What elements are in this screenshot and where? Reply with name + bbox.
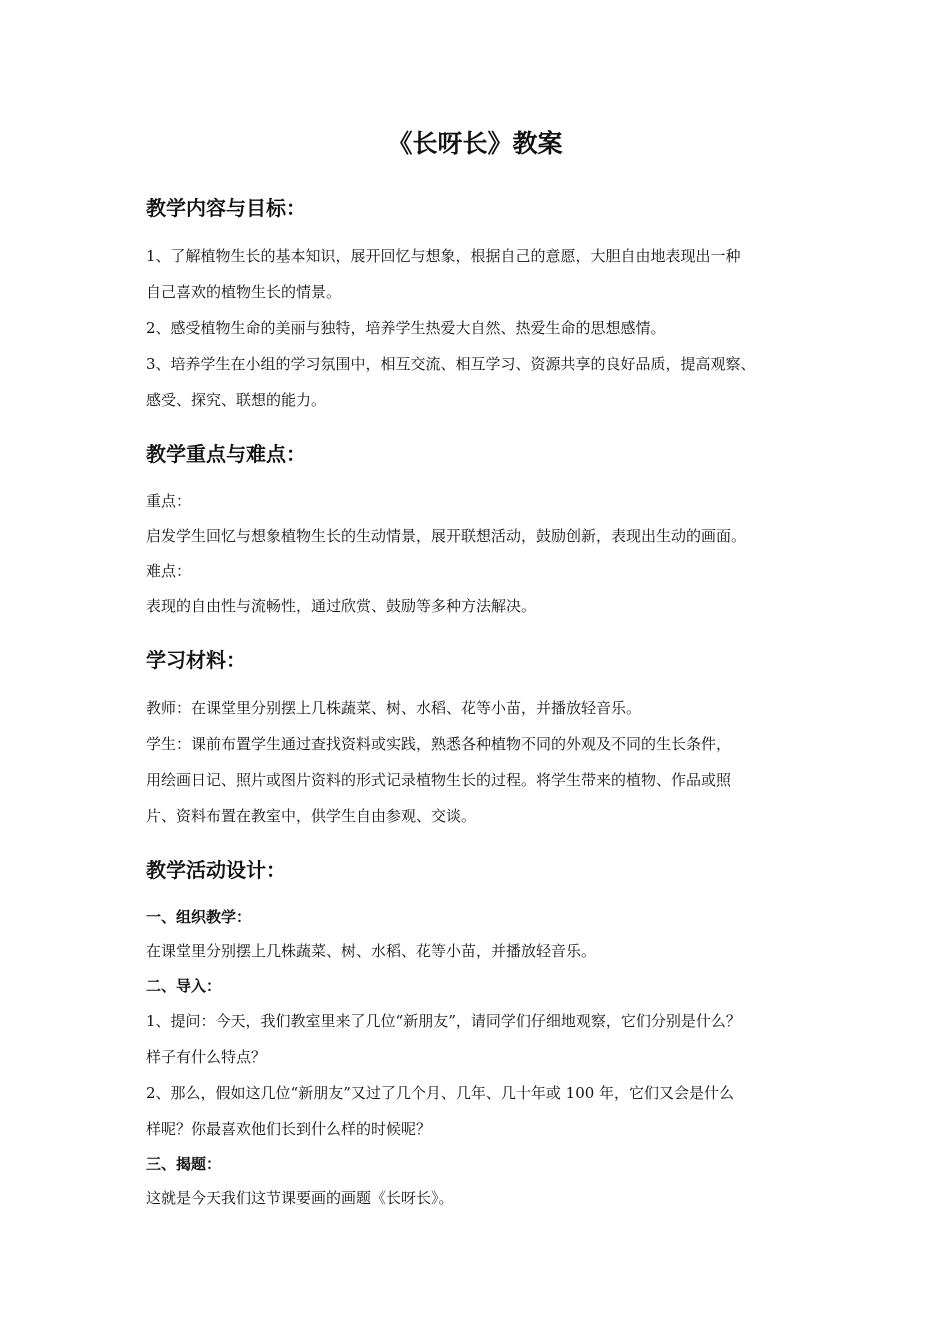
- materials-line: 片、资料布置在教室中，供学生自由参观、交谈。: [146, 807, 477, 825]
- step-line: 样呢？你最喜欢他们长到什么样的时候呢？: [146, 1120, 432, 1138]
- section-heading-goals: 教学内容与目标：: [146, 196, 306, 220]
- materials-line: 用绘画日记、照片或图片资料的形式记录植物生长的过程。将学生带来的植物、作品或照: [146, 771, 732, 789]
- step-title-introduce: 二、导入：: [146, 977, 222, 995]
- section-heading-focus: 教学重点与难点：: [146, 442, 306, 466]
- goals-line: 3、培养学生在小组的学习氛围中，相互交流、相互学习、资源共享的良好品质，提高观察、: [146, 355, 756, 373]
- goals-line: 1、了解植物生长的基本知识，展开回忆与想象，根据自己的意愿，大胆自由地表现出一种: [146, 247, 741, 265]
- step-line: 这就是今天我们这节课要画的画题《长呀长》。: [146, 1189, 454, 1207]
- step-title-reveal: 三、揭题：: [146, 1155, 222, 1173]
- materials-line: 学生：课前布置学生通过查找资料或实践，熟悉各种植物不同的外观及不同的生长条件，: [146, 735, 732, 753]
- step-line: 样子有什么特点？: [146, 1048, 267, 1066]
- goals-line: 自己喜欢的植物生长的情景。: [146, 283, 342, 301]
- materials-line: 教师：在课堂里分别摆上几株蔬菜、树、水稻、花等小苗，并播放轻音乐。: [146, 699, 642, 717]
- document-body: [146, 192, 826, 1216]
- focus-line: 难点：: [146, 562, 192, 580]
- focus-line: 启发学生回忆与想象植物生长的生动情景，展开联想活动，鼓励创新，表现出生动的画面。: [146, 527, 747, 545]
- step-line: 2、那么，假如这几位“新朋友”又过了几个月、几年、几十年或 100 年，它们又会是什么: [146, 1084, 735, 1102]
- step-title-organize: 一、组织教学：: [146, 908, 252, 926]
- document-title: 《长呀长》教案: [387, 129, 563, 158]
- section-heading-activities: 教学活动设计：: [146, 858, 286, 882]
- step-line: 1、提问：今天，我们教室里来了几位“新朋友”，请同学们仔细地观察，它们分别是什么？: [146, 1012, 741, 1030]
- focus-line: 表现的自由性与流畅性，通过欣赏、鼓励等多种方法解决。: [146, 597, 537, 615]
- goals-line: 感受、探究、联想的能力。: [146, 391, 327, 409]
- goals-line: 2、感受植物生命的美丽与独特，培养学生热爱大自然、热爱生命的思想感情。: [146, 319, 666, 337]
- step-line: 在课堂里分别摆上几株蔬菜、树、水稻、花等小苗，并播放轻音乐。: [146, 942, 597, 960]
- focus-line: 重点：: [146, 492, 192, 510]
- section-heading-materials: 学习材料：: [146, 648, 246, 672]
